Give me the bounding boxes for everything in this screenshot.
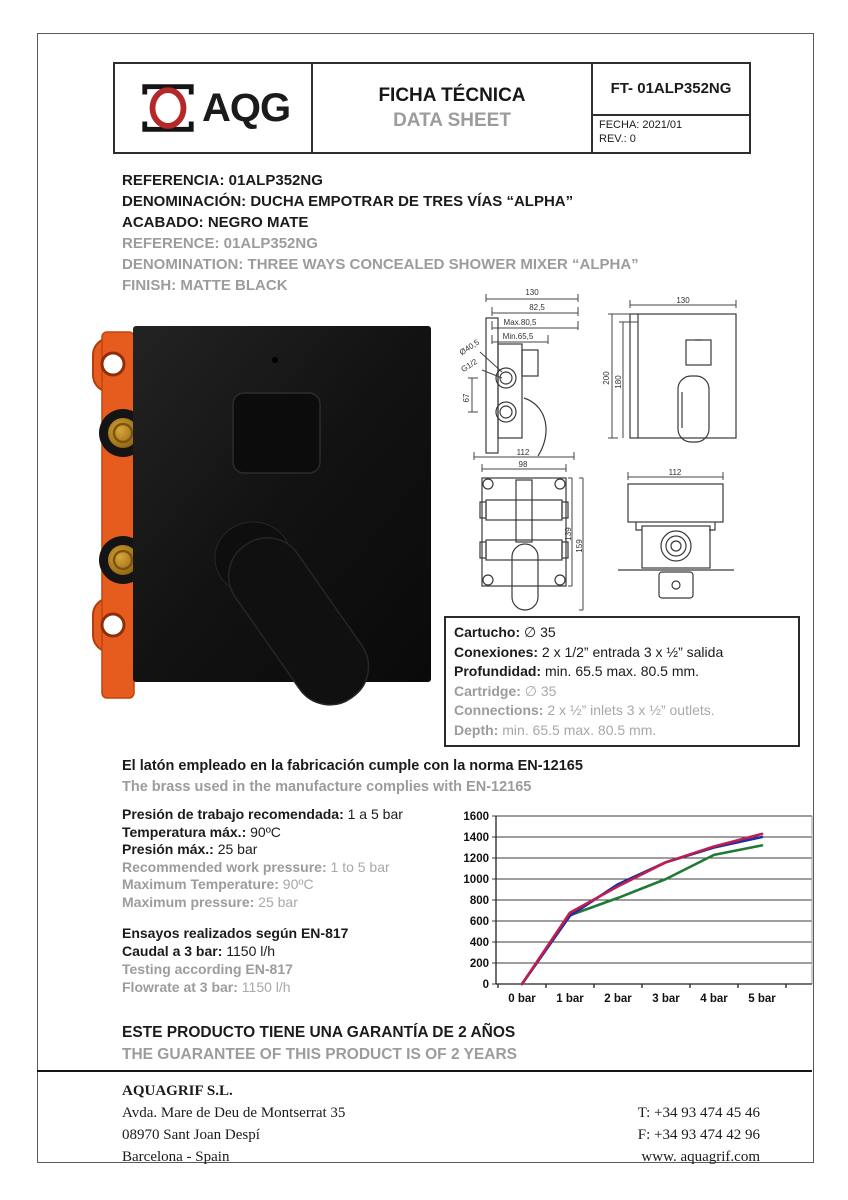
brass-norm-en: The brass used in the manufacture complies with EN-12165: [122, 779, 532, 795]
logo-cell: [115, 64, 313, 152]
plate-screw-mark: [272, 357, 278, 363]
svg-text:130: 130: [525, 288, 539, 297]
footer-contact-block: [480, 1102, 760, 1168]
svg-text:Ø40,5: Ø40,5: [458, 337, 481, 358]
logo-text: AQG: [201, 85, 291, 130]
flow-chart: [452, 800, 822, 1012]
svg-text:82,5: 82,5: [529, 303, 545, 312]
curve-blue: [522, 837, 762, 984]
denomination-es: DENOMINACIÓN: DUCHA EMPOTRAR DE TRES VÍAS “ALPHA”: [122, 193, 574, 210]
svg-text:Min.65,5: Min.65,5: [502, 332, 534, 341]
svg-text:159: 159: [575, 539, 584, 553]
bracket-hole-top: [102, 353, 124, 375]
spec-connections-en: Connections: 2 x ½” inlets 3 x ½” outlets.: [454, 702, 715, 718]
company-name: AQUAGRIF S.L.: [122, 1083, 233, 1099]
brass-norm-es: El latón empleado en la fabricación cumple con la norma EN-12165: [122, 758, 583, 774]
address-line-1: Avda. Mare de Deu de Montserrat 35: [122, 1105, 346, 1121]
doc-date: FECHA: 2021/01: [599, 118, 683, 131]
work-pressure-en: Recommended work pressure: 1 to 5 bar: [122, 858, 390, 875]
max-pressure-es: Presión máx.: 25 bar: [122, 841, 258, 857]
spec-cartridge-es: Cartucho: ∅ 35: [454, 624, 556, 640]
max-temp-es: Temperatura máx.: 90ºC: [122, 823, 281, 840]
flowrate-es: Caudal a 3 bar: 1150 l/h: [122, 943, 276, 959]
product-id-block: [122, 170, 639, 296]
reference-en: REFERENCE: 01ALP352NG: [122, 235, 318, 252]
x-tick-label: 2 bar: [604, 993, 632, 1005]
diverter-knob: [233, 393, 320, 473]
svg-text:Max.80,5: Max.80,5: [503, 318, 537, 327]
flowrate-en: Flowrate at 3 bar: 1150 l/h: [122, 979, 291, 995]
y-tick-label: 1000: [463, 874, 489, 886]
testing-norm-es: Ensayos realizados según EN-817: [122, 925, 349, 941]
doc-title-cell: [313, 64, 593, 152]
header-table: [113, 62, 751, 154]
address-line-2: 08970 Sant Joan Despí: [122, 1127, 260, 1143]
product-photo: [85, 298, 437, 722]
drawing-body-side: [618, 468, 734, 604]
brass-norm-block: [122, 756, 583, 798]
y-tick-label: 1600: [463, 811, 489, 823]
x-tick-label: 1 bar: [556, 993, 584, 1005]
phone-line: T: +34 93 474 45 46: [637, 1105, 760, 1121]
guarantee-es: ESTE PRODUCTO TIENE UNA GARANTÍA DE 2 AÑOS: [122, 1024, 516, 1041]
doc-meta: [593, 116, 749, 152]
max-temp-en: Maximum Temperature: 90ºC: [122, 876, 314, 892]
doc-code: FT- 01ALP352NG: [593, 64, 749, 116]
svg-text:G1/2: G1/2: [459, 357, 479, 375]
x-tick-label: 3 bar: [652, 993, 680, 1005]
y-tick-label: 400: [469, 937, 489, 949]
x-tick-label: 0 bar: [508, 993, 536, 1005]
svg-text:130: 130: [676, 296, 690, 305]
finish-en: FINISH: MATTE BLACK: [122, 277, 288, 294]
y-tick-label: 600: [469, 916, 489, 928]
doc-meta-cell: [593, 64, 749, 152]
max-pressure-en: Maximum pressure: 25 bar: [122, 893, 298, 910]
finish-es: ACABADO: NEGRO MATE: [122, 214, 309, 231]
spec-cartridge-en: Cartridge: ∅ 35: [454, 682, 557, 699]
svg-text:67: 67: [462, 393, 471, 403]
y-tick-label: 1200: [463, 853, 489, 865]
guarantee-en: THE GUARANTEE OF THIS PRODUCT IS OF 2 YEARS: [122, 1045, 518, 1063]
y-tick-label: 800: [469, 895, 489, 907]
drawing-body-front: [462, 448, 588, 620]
doc-title-en: DATA SHEET: [393, 110, 511, 131]
mounting-bracket-orange: [93, 332, 135, 698]
doc-rev: REV.: 0: [599, 132, 636, 145]
footer-company-block: [122, 1080, 345, 1168]
aqg-logo-icon: [136, 78, 200, 138]
spec-depth-es: Profundidad: min. 65.5 max. 80.5 mm.: [454, 663, 700, 679]
address-line-3: Barcelona - Spain: [122, 1149, 230, 1165]
x-tick-label: 4 bar: [700, 993, 728, 1005]
svg-text:200: 200: [602, 371, 611, 385]
website-line: www. aquagrif.com: [641, 1149, 760, 1165]
y-tick-label: 0: [482, 979, 489, 991]
footer-divider: [37, 1070, 812, 1072]
guarantee-block: [122, 1022, 517, 1065]
x-tick-label: 5 bar: [748, 993, 776, 1005]
svg-text:112: 112: [668, 468, 682, 477]
drawing-side-view: [458, 288, 590, 460]
reference-es: REFERENCIA: 01ALP352NG: [122, 172, 323, 189]
denomination-en: DENOMINATION: THREE WAYS CONCEALED SHOWER MIXER “ALPHA”: [122, 256, 639, 273]
spec-depth-en: Depth: min. 65.5 max. 80.5 mm.: [454, 721, 657, 738]
pressure-block: [122, 806, 403, 911]
svg-text:139: 139: [564, 527, 573, 541]
svg-text:112: 112: [516, 448, 530, 457]
svg-text:180: 180: [614, 375, 623, 389]
svg-text:98: 98: [518, 460, 528, 469]
drawing-front-view: [598, 296, 743, 456]
testing-norm-en: Testing according EN-817: [122, 961, 293, 977]
cartridge-specs-box: [444, 616, 800, 747]
y-tick-label: 1400: [463, 832, 489, 844]
tests-block: [122, 924, 348, 996]
spec-connections-es: Conexiones: 2 x 1/2” entrada 3 x ½” salida: [454, 643, 724, 660]
bracket-hole-bottom: [102, 614, 124, 636]
y-tick-label: 200: [469, 958, 489, 970]
fax-line: F: +34 93 474 42 96: [637, 1127, 760, 1143]
work-pressure-es: Presión de trabajo recomendada: 1 a 5 bar: [122, 806, 403, 822]
curve-red: [522, 834, 762, 984]
doc-title-es: FICHA TÉCNICA: [378, 85, 526, 106]
